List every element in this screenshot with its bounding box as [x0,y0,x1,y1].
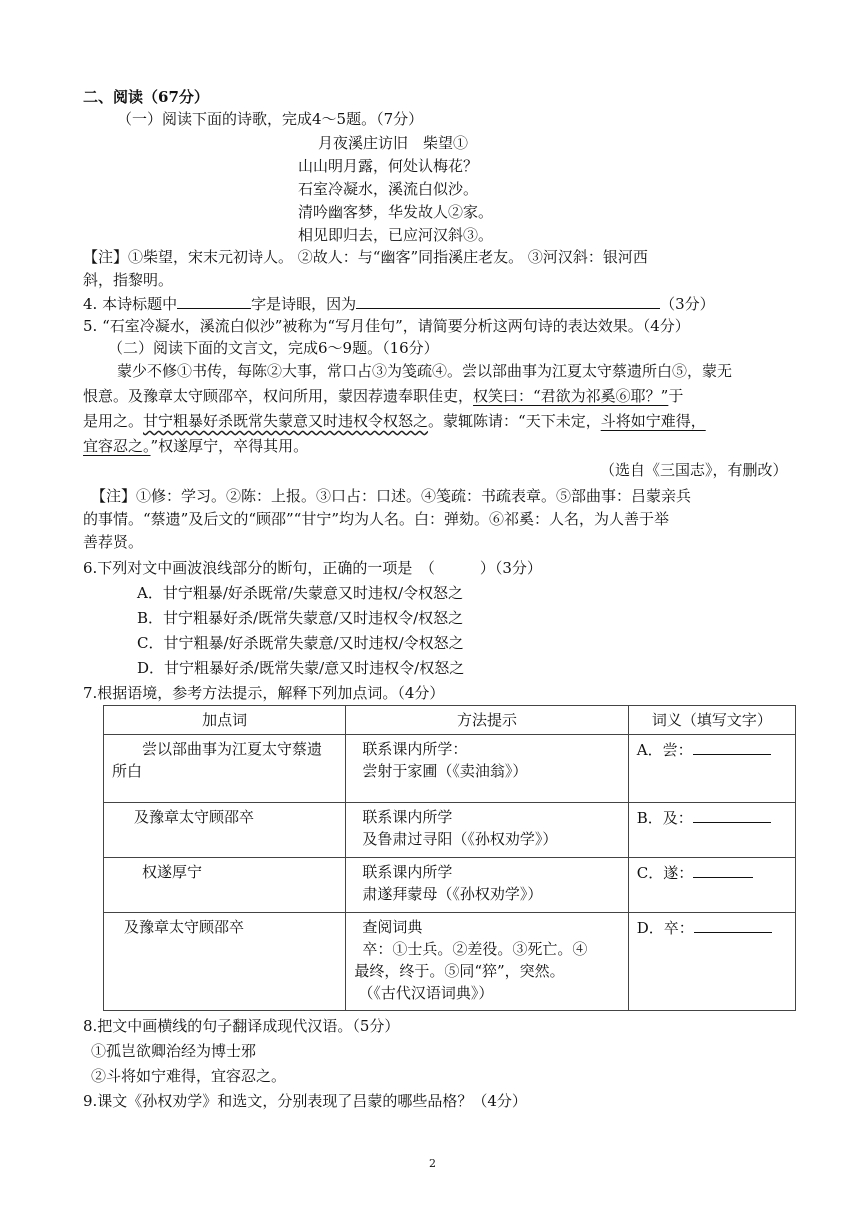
q4-mid: 字是诗眼，因为 [251,295,357,313]
row-word: 权遂厚宁 [104,858,346,913]
part1-intro: （一）阅读下面的诗歌，完成4～5题。（7分） [117,110,424,128]
row-answer: B．及： [628,803,795,858]
q8-sentence-2: ②斗将如宁难得，宜容忍之。 [91,1067,287,1085]
part2-intro: （二）阅读下面的文言文，完成6～9题。（16分） [108,339,439,357]
q6-option-c[interactable]: C．甘宁粗暴/好杀既常失蒙意/又时违权/令权怒之 [137,634,464,652]
row-answer: C．遂： [628,858,795,913]
passage-source: （选自《三国志》，有删改） [600,461,788,479]
header-word: 加点词 [104,706,346,735]
poem-title: 月夜溪庄访旧 柴望① [318,134,469,152]
underlined-sentence-2b: 宜容忍之。 [83,437,151,455]
answer-blank-c[interactable] [693,861,753,878]
passage-note-1: 【注】①修：学习。②陈：上报。③口占：口述。④笺疏：书疏表章。⑤部曲事：吕蒙亲兵 [91,487,692,505]
question-4 [83,292,715,315]
row-hint: 联系课内所学 肃遂拜蒙母（《孙权劝学》） [346,858,628,913]
q4-suffix: （3分） [660,295,715,313]
passage-line-1: 蒙少不修①书传，每陈②大事，常口占③为笺疏④。尝以部曲事为江夏太守蔡遗所白⑤，蒙无 [117,362,733,380]
passage-line-4: 宜容忍之。”权遂厚宁，卒得其用。 [83,437,309,455]
row-word: 及豫章太守顾邵卒 [104,913,346,1011]
row-hint: 查阅词典 卒：①士兵。②差役。③死亡。④ 最终，终于。⑤同“猝”，突然。 （《古代汉语词典》） [346,913,628,1011]
row-hint: 联系课内所学 及鲁肃过寻阳（《孙权劝学》） [346,803,628,858]
poem-line-4: 相见即归去，已应河汉斜③。 [298,226,494,244]
row-answer: A．尝： [628,735,795,803]
table-header-row [104,706,796,735]
q8-sentence-1: ①孤岂欲卿治经为博士邪 [91,1042,257,1060]
row-word: 及豫章太守顾邵卒 [104,803,346,858]
question-8-stem: 8.把文中画横线的句子翻译成现代汉语。（5分） [83,1017,400,1035]
table-row [104,735,796,803]
q4-blank-2[interactable] [356,292,660,309]
table-row [104,858,796,913]
passage-line-3: 是用之。甘宁粗暴好杀既常失蒙意又时违权令权怒之。蒙辄陈请：“天下未定，斗将如宁难得， [83,412,706,430]
answer-blank-b[interactable] [693,806,771,823]
q4-blank-1[interactable] [177,292,251,309]
table-row [104,913,796,1011]
question-9: 9.课文《孙权劝学》和选文，分别表现了吕蒙的哪些品格？（4分） [83,1092,527,1110]
underlined-sentence-2a: 斗将如宁难得， [600,412,706,430]
q6-option-d[interactable]: D．甘宁粗暴好杀/既常失蒙/意又时违权令/权怒之 [137,659,465,677]
page-number: 2 [429,1157,436,1170]
header-hint: 方法提示 [346,706,628,735]
section-title: 二、阅读（67分） [83,88,209,106]
answer-blank-a[interactable] [693,738,771,755]
row-answer: D．卒： [628,913,795,1011]
q6-option-a[interactable]: A．甘宁粗暴/好杀既常/失蒙意又时违权/令权怒之 [137,584,463,602]
passage-note-3: 善荐贤。 [83,533,144,551]
poem-note-2: 斜，指黎明。 [83,271,174,289]
underlined-sentence-1: 权笑曰：“君欲为祁奚⑥耶？” [473,387,669,405]
header-meaning: 词义（填写文字） [628,706,795,735]
poem-line-2: 石室冷凝水，溪流白似沙。 [298,180,479,198]
vocabulary-table [103,705,796,1011]
q6-option-b[interactable]: B．甘宁粗暴好杀/既常失蒙意/又时违权令/权怒之 [137,609,464,627]
poem-line-1: 山山明月露，何处认梅花？ [298,157,479,175]
q4-prefix: 4. 本诗标题中 [83,295,178,313]
poem-note-1: 【注】①柴望，宋末元初诗人。 ②故人：与“幽客”同指溪庄老友。 ③河汉斜：银河西 [83,248,648,266]
question-6-stem: 6.下列对文中画波浪线部分的断句，正确的一项是 （ ）（3分） [83,559,542,577]
row-word: 尝以部曲事为江夏太守蔡遗所白 [104,735,346,803]
poem-line-3: 清吟幽客梦，华发故人②家。 [298,203,494,221]
question-7-stem: 7.根据语境，参考方法提示，解释下列加点词。（4分） [83,684,445,702]
passage-line-2: 恨意。及豫章太守顾邵卒，权问所用，蒙因荐遗奉职佳吏，权笑曰：“君欲为祁奚⑥耶？”于 [83,387,684,405]
row-hint: 联系课内所学： 尝射于家圃（《卖油翁》） [346,735,628,803]
answer-blank-d[interactable] [694,916,772,933]
passage-note-2: 的事情。“蔡遗”及后文的“顾邵”“甘宁”均为人名。白：弹劾。⑥祁奚：人名，为人善于举 [83,510,670,528]
table-row [104,803,796,858]
question-5: 5. “石室冷凝水，溪流白似沙”被称为“写月佳句”，请简要分析这两句诗的表达效果。（4分） [83,317,690,335]
wavy-line-sentence: 甘宁粗暴好杀既常失蒙意又时违权令权怒之 [143,412,429,430]
